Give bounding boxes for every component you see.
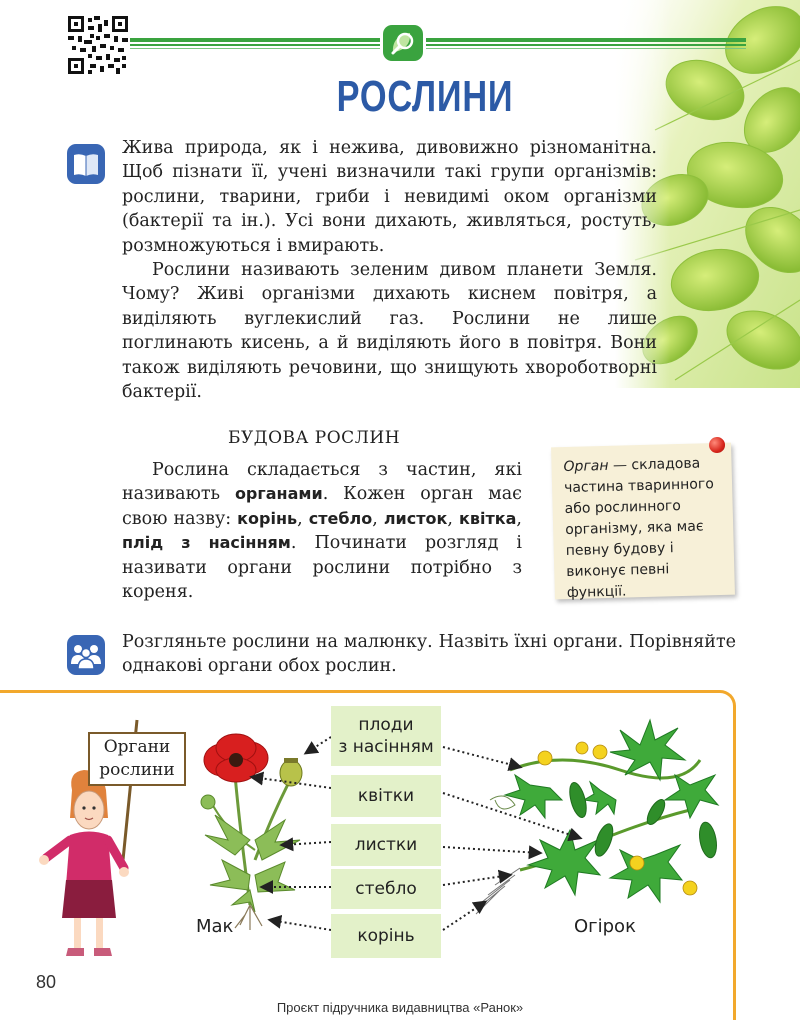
intro-paragraph-2: Рослини називають зеленим дивом планети Земля. Чому? Живі організми дихають киснем повітря, а виділяють вуглекислий газ. Рослини не лише поглинають кисень, а й виділяють його в повітря. Вони також виділяють речовини, що знищують хвороботворні бактерії. <box>122 260 657 403</box>
header-rule-left <box>130 38 380 50</box>
plant-name-poppy: Мак <box>196 916 234 937</box>
page-number: 80 <box>36 972 57 992</box>
magnifier-leaf-icon <box>382 24 424 62</box>
label-leaves: листки <box>331 824 441 866</box>
label-root: корінь <box>331 914 441 958</box>
organ-stem: стебло <box>308 508 373 528</box>
organ-flower: квітка <box>458 508 517 528</box>
note-term: Орган <box>563 457 609 476</box>
page-title: РОСЛИНИ <box>336 72 514 121</box>
organ-root: корінь <box>237 508 298 528</box>
sign-line-1: Органи <box>103 737 171 757</box>
label-fruits: плоди з насінням <box>331 706 441 766</box>
qr-code-icon[interactable] <box>68 16 128 74</box>
note-definition: — складова частина тваринного або рослинного організму, яка має певну будову і виконує певні функції. <box>563 455 715 602</box>
organs-sign <box>88 732 186 786</box>
plant-name-cucumber: Огірок <box>574 916 636 937</box>
label-flowers: квітки <box>331 775 441 817</box>
poppy-illustration <box>201 734 302 930</box>
section-heading: БУДОВА РОСЛИН <box>228 428 401 448</box>
organ-leaf: листок <box>383 508 448 528</box>
pin-icon <box>709 437 725 453</box>
definition-note <box>551 443 735 600</box>
organ-fruit: плід з насінням <box>122 533 291 553</box>
cucumber-illustration <box>476 720 719 914</box>
task-paragraph: Розгляньте рослини на малюнку. Назвіть їхні органи. Порівняйте однакові органи обох рослин. <box>122 632 736 677</box>
term-organs: органами <box>234 484 323 504</box>
header-rule-right <box>426 38 746 50</box>
structure-paragraph: Рослина складається з частин, які називають органами. Кожен орган має свою назву: корінь, стебло, листок, квітка, плід з насінням. Починати розгляд і називати органи рослини потрібно з кореня. <box>122 460 522 603</box>
publisher-footer: Проєкт підручника видавництва «Ранок» <box>276 1000 524 1015</box>
book-icon <box>66 143 106 185</box>
label-stem: стебло <box>331 869 441 909</box>
group-icon <box>66 634 106 676</box>
sign-line-2: рослини <box>99 760 175 780</box>
intro-paragraph-1: Жива природа, як і нежива, дивовижно різноманітна. Щоб пізнати її, учені визначили такі групи організмів: рослини, тварини, гриби і невидимі оком організми (бактерії та ін.). Усі вони дихають, живляться, ростуть, розмножуються і вмирають. <box>122 138 657 256</box>
